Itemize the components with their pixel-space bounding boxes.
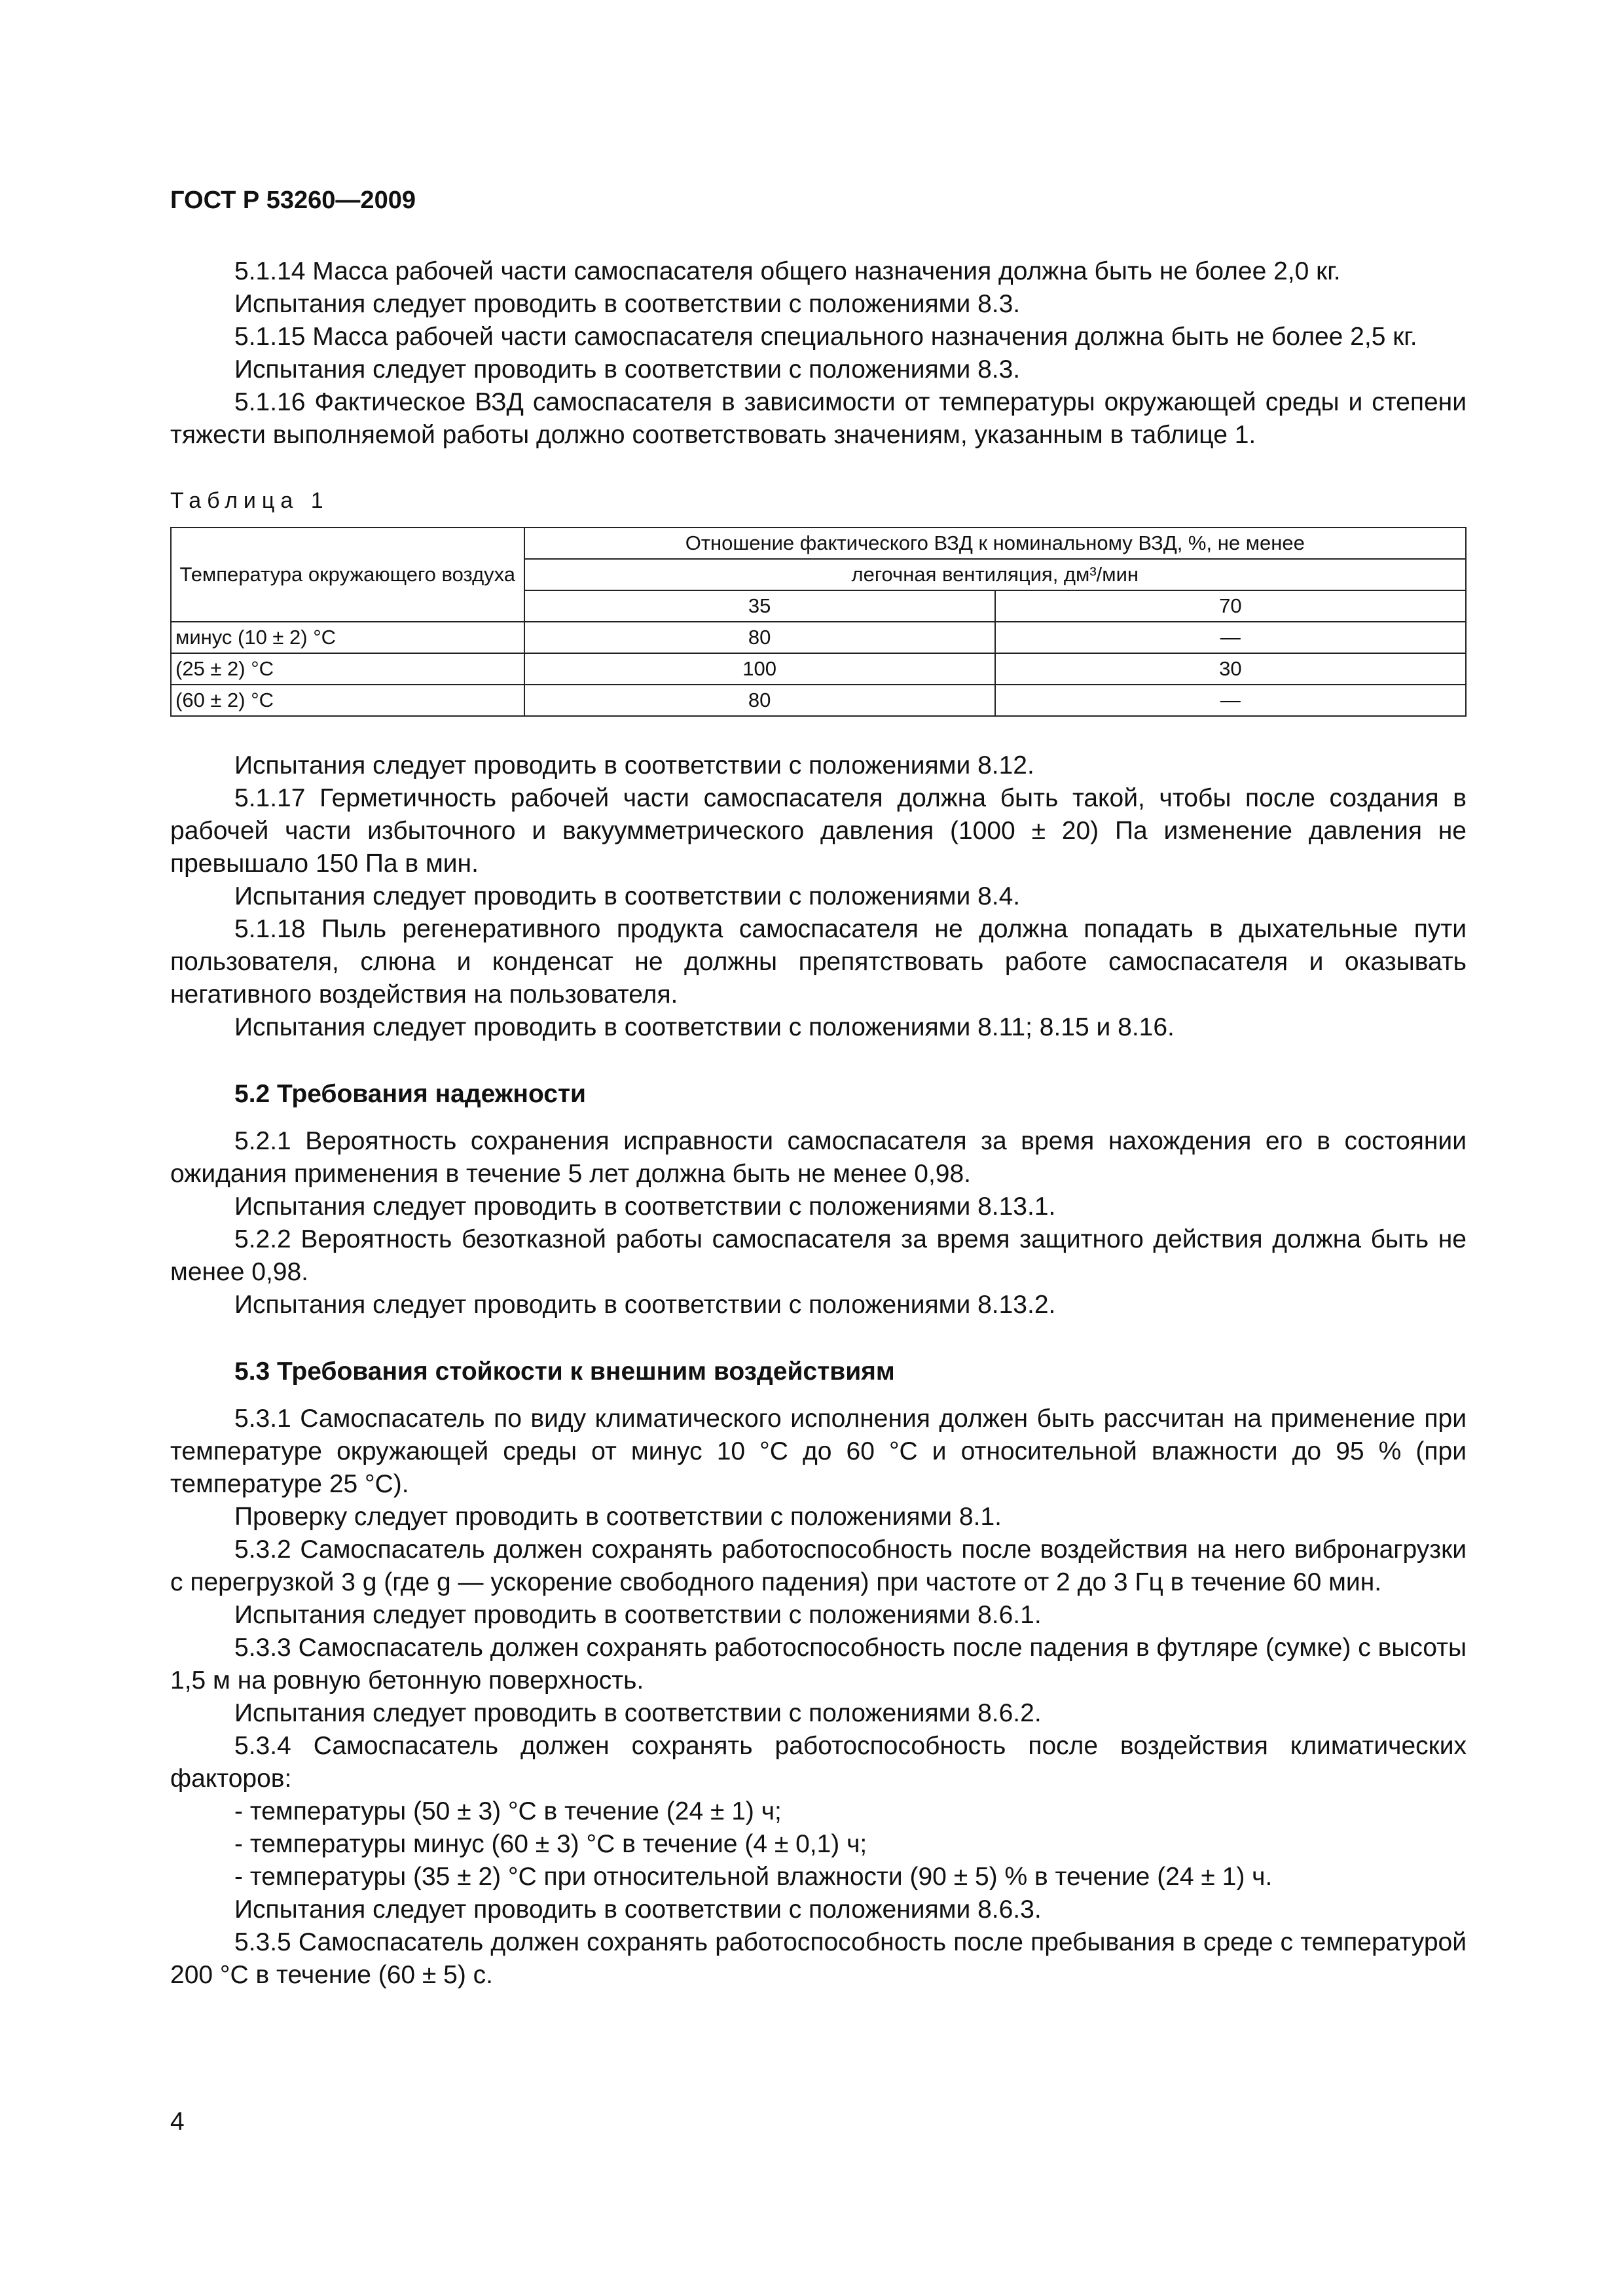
table-row: [171, 653, 1466, 685]
table-header-temperature: Температура окружающего воздуха: [171, 528, 524, 622]
paragraph: 5.3.1 Самоспасатель по виду климатического исполнения должен быть рассчитан на применение при температуре окружающей среды от минус 10 °С до 60 °С и относительной влажности до 95 % (при температуре 25 °С).: [170, 1405, 1467, 1498]
data-table: [170, 527, 1467, 717]
section-heading: 5.3 Требования стойкости к внешним воздействиям: [234, 1357, 895, 1386]
table-cell-temperature: (60 ± 2) °С: [171, 685, 524, 716]
table-cell-value: 30: [995, 653, 1466, 685]
paragraph: 5.2.2 Вероятность безотказной работы самоспасателя за время защитного действия должна быть не менее 0,98.: [170, 1225, 1467, 1286]
list-item: - температуры (50 ± 3) °С в течение (24 ± 1) ч;: [234, 1797, 782, 1825]
paragraph: Испытания следует проводить в соответствии с положениями 8.3.: [234, 355, 1021, 384]
paragraph: Проверку следует проводить в соответствии с положениями 8.1.: [234, 1503, 1002, 1531]
table-header-ventilation: легочная вентиляция, дм³/мин: [524, 559, 1466, 590]
list-item: - температуры минус (60 ± 3) °С в течение (4 ± 0,1) ч;: [234, 1830, 867, 1858]
paragraph: Испытания следует проводить в соответствии с положениями 8.13.2.: [234, 1291, 1056, 1319]
table-row: [171, 622, 1466, 653]
paragraph: 5.1.14 Масса рабочей части самоспасателя общего назначения должна быть не более 2,0 кг.: [234, 257, 1341, 285]
table-header-ratio: Отношение фактического ВЗД к номинальному ВЗД, %, не менее: [524, 528, 1466, 559]
table-header-70: 70: [995, 590, 1466, 622]
paragraph: Испытания следует проводить в соответствии с положениями 8.12.: [234, 751, 1034, 780]
list-item: - температуры (35 ± 2) °С при относительной влажности (90 ± 5) % в течение (24 ± 1) ч.: [234, 1863, 1273, 1891]
paragraph: Испытания следует проводить в соответствии с положениями 8.6.2.: [234, 1699, 1042, 1727]
paragraph: 5.1.16 Фактическое ВЗД самоспасателя в зависимости от температуры окружающей среды и степени тяжести выполняемой работы должно соответствовать значениям, указанным в таблице 1.: [170, 388, 1467, 449]
table-cell-value: 80: [524, 622, 995, 653]
paragraph: Испытания следует проводить в соответствии с положениями 8.11; 8.15 и 8.16.: [234, 1013, 1175, 1041]
paragraph: Испытания следует проводить в соответствии с положениями 8.3.: [234, 290, 1021, 318]
paragraph: Испытания следует проводить в соответствии с положениями 8.6.1.: [234, 1601, 1042, 1629]
section-heading: 5.2 Требования надежности: [234, 1080, 587, 1108]
table-cell-value: 100: [524, 653, 995, 685]
paragraph: 5.3.5 Самоспасатель должен сохранять работоспособность после пребывания в среде с температурой 200 °С в течение (60 ± 5) с.: [170, 1928, 1467, 1989]
table-row: [171, 685, 1466, 716]
document-code: ГОСТ Р 53260—2009: [170, 187, 416, 214]
document-page: [170, 187, 1467, 1992]
paragraph: 5.1.17 Герметичность рабочей части самоспасателя должна быть такой, чтобы после создания в рабочей части избыточного и вакуумметрического давления (1000 ± 20) Па изменение давления не превышало 150 Па в мин.: [170, 784, 1467, 878]
paragraph: 5.1.15 Масса рабочей части самоспасателя специального назначения должна быть не более 2,5 кг.: [234, 323, 1417, 351]
page-number: 4: [170, 2108, 185, 2136]
paragraph: 5.3.3 Самоспасатель должен сохранять работоспособность после падения в футляре (сумке) с высоты 1,5 м на ровную бетонную поверхность.: [170, 1634, 1467, 1695]
paragraph: 5.3.4 Самоспасатель должен сохранять работоспособность после воздействия климатических факторов:: [170, 1732, 1467, 1793]
table-header-35: 35: [524, 590, 995, 622]
table-cell-temperature: (25 ± 2) °С: [171, 653, 524, 685]
table-cell-value: —: [995, 685, 1466, 716]
table-cell-value: —: [995, 622, 1466, 653]
paragraph: 5.1.18 Пыль регенеративного продукта самоспасателя не должна попадать в дыхательные пути пользователя, слюна и конденсат не должны препятствовать работе самоспасателя и оказывать негативного воздействия на пользователя.: [170, 915, 1467, 1009]
paragraph: 5.3.2 Самоспасатель должен сохранять работоспособность после воздействия на него вибронагрузки с перегрузкой 3 g (где g — ускорение свободного падения) при частоте от 2 до 3 Гц в течение 60 мин.: [170, 1535, 1467, 1596]
table-cell-value: 80: [524, 685, 995, 716]
table-caption: Таблица 1: [170, 488, 329, 513]
table-header-row: [171, 528, 1466, 559]
paragraph: Испытания следует проводить в соответствии с положениями 8.13.1.: [234, 1193, 1056, 1221]
paragraph: Испытания следует проводить в соответствии с положениями 8.4.: [234, 882, 1021, 910]
paragraph: Испытания следует проводить в соответствии с положениями 8.6.3.: [234, 1895, 1042, 1924]
table-cell-temperature: минус (10 ± 2) °С: [171, 622, 524, 653]
paragraph: 5.2.1 Вероятность сохранения исправности самоспасателя за время нахождения его в состоянии ожидания применения в течение 5 лет должна быть не менее 0,98.: [170, 1127, 1467, 1188]
